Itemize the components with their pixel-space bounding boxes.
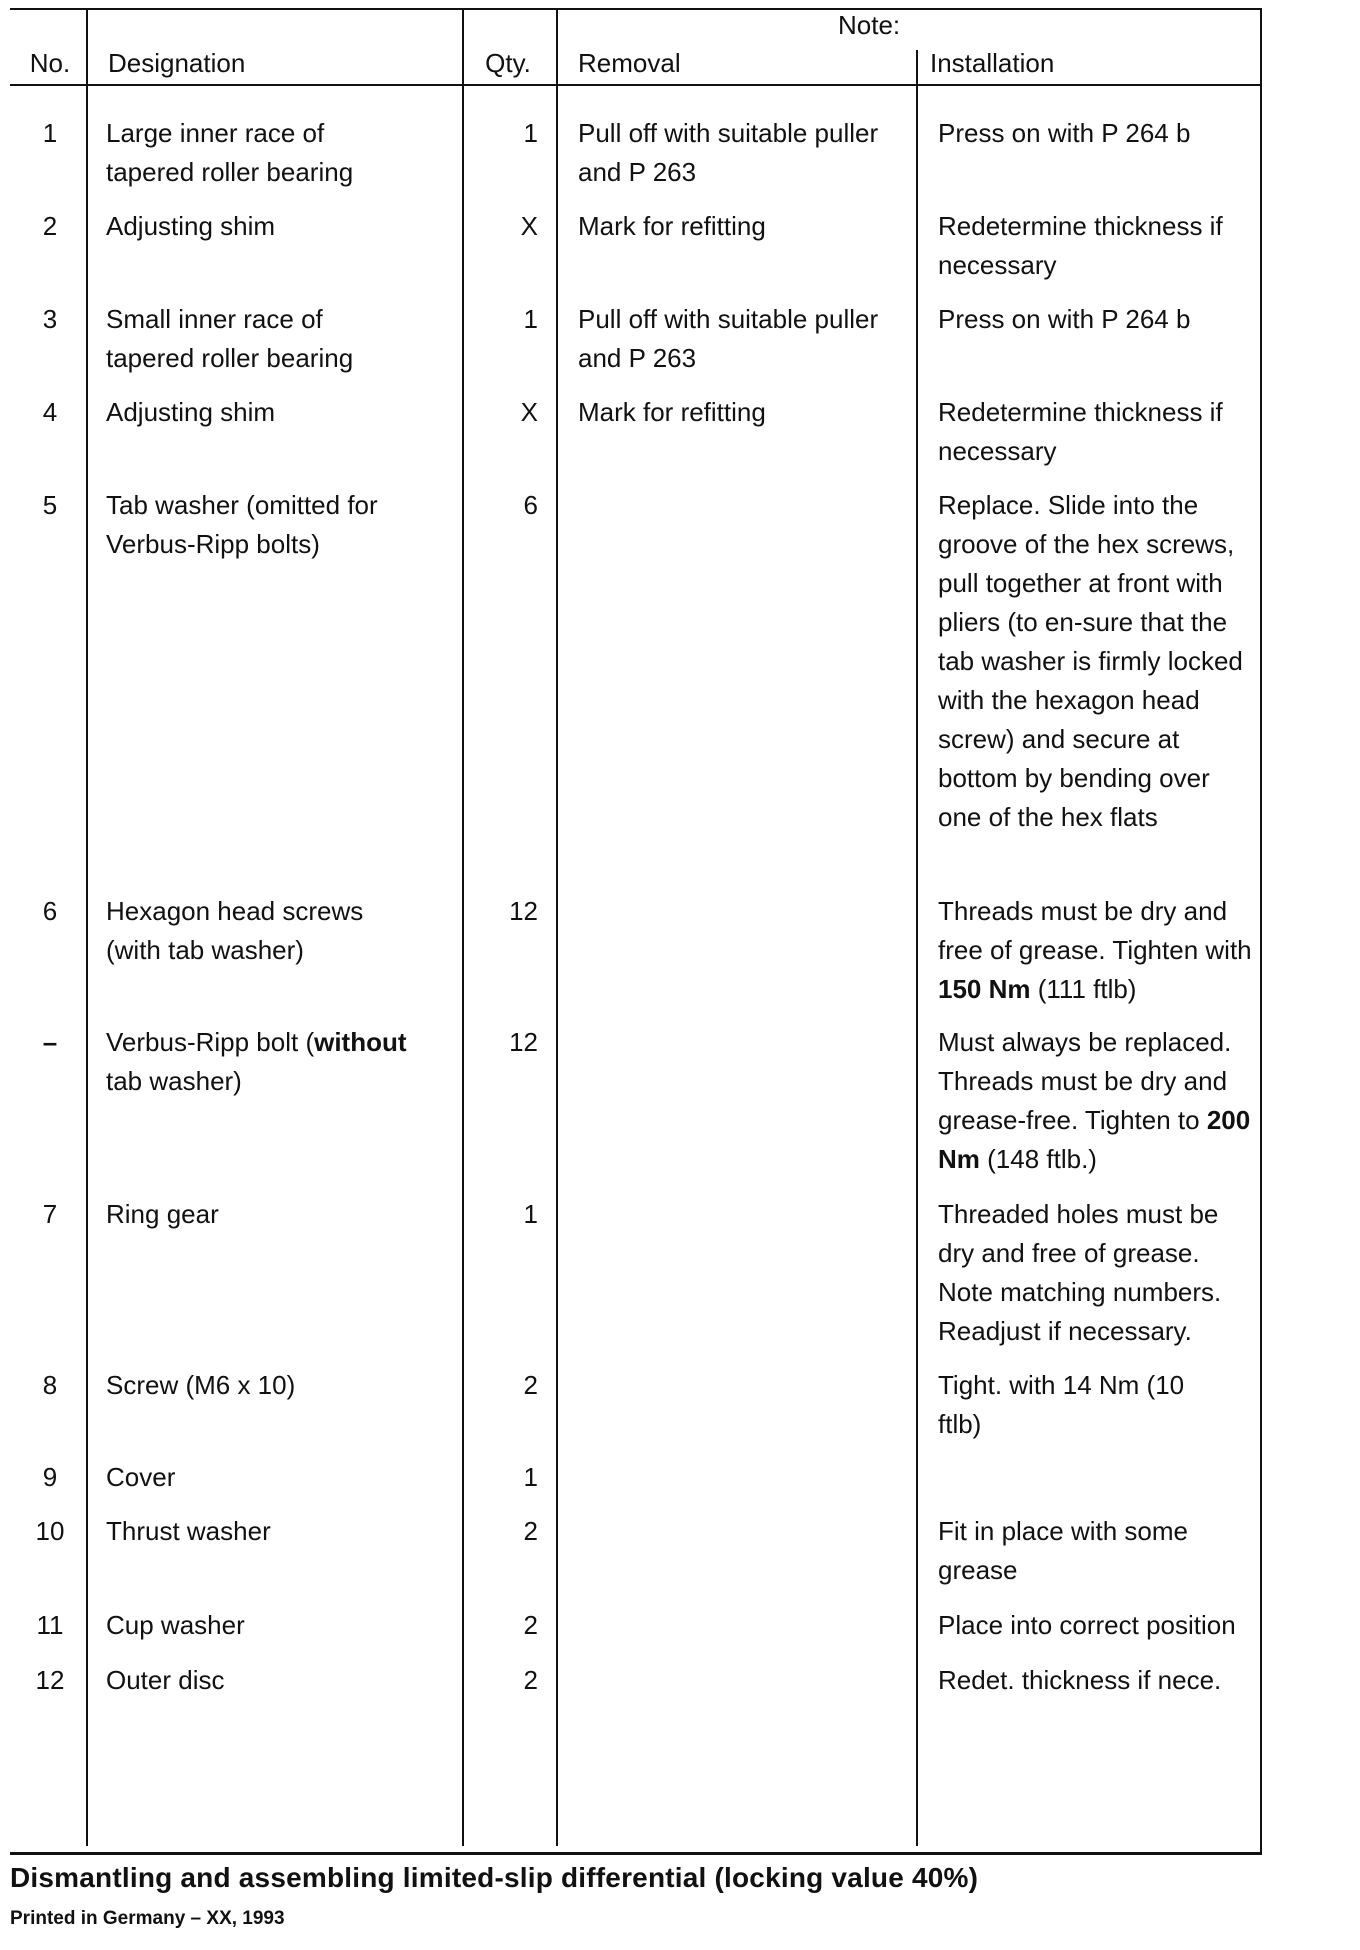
row-7-designation: Ring gear [106, 1199, 219, 1229]
row-4-qty: X [520, 397, 538, 427]
row-12-no: 12 [35, 1665, 65, 1695]
row-dash-designation-text: Verbus-Ripp bolt ( [106, 1027, 315, 1057]
row-7-no: 7 [42, 1199, 58, 1229]
row-1-installation: Press on with P 264 b [938, 118, 1191, 148]
row-dash-no: – [42, 1027, 58, 1057]
row-6-qty: 12 [509, 896, 538, 926]
row-6-installation [938, 892, 1258, 1009]
row-1-no: 1 [42, 118, 58, 148]
row-4-installation: Redetermine thickness if necessary [938, 397, 1223, 466]
header-removal: Removal [578, 48, 681, 78]
row-dash-designation-tail: tab washer) [106, 1066, 242, 1096]
row-6-designation: Hexagon head screws (with tab washer) [106, 896, 364, 965]
col-divider-designation [462, 8, 464, 1846]
row-2-qty: X [520, 211, 538, 241]
row-11-qty: 2 [523, 1610, 538, 1640]
row-3-installation: Press on with P 264 b [938, 304, 1191, 334]
row-2-designation: Adjusting shim [106, 211, 276, 241]
row-dash-designation [106, 1023, 446, 1101]
row-12-qty: 2 [523, 1665, 538, 1695]
row-4-designation: Adjusting shim [106, 397, 276, 427]
print-notice: Printed in Germany – XX, 1993 [10, 1908, 285, 1929]
row-11-no: 11 [36, 1610, 64, 1640]
row-6-torque-value: 150 Nm [938, 974, 1031, 1004]
row-6-no: 6 [42, 896, 58, 926]
row-8-qty: 2 [523, 1370, 538, 1400]
table-bottom-rule [10, 1852, 1262, 1855]
row-3-designation: Small inner race of tapered roller bearing [106, 304, 354, 373]
row-9-qty: 1 [523, 1462, 538, 1492]
header-installation: Installation [930, 48, 1055, 78]
row-8-no: 8 [42, 1370, 58, 1400]
row-2-no: 2 [42, 211, 58, 241]
row-dash-qty: 12 [509, 1027, 538, 1057]
row-7-installation: Threaded holes must be dry and free of grease. Note matching numbers. Readjust if necessary. [938, 1199, 1222, 1346]
header-no: No. [29, 48, 71, 78]
row-2-removal: Mark for refitting [578, 211, 766, 241]
table-right-border [1260, 8, 1262, 1854]
row-4-removal: Mark for refitting [578, 397, 766, 427]
document-title: Dismantling and assembling limited-slip differential (locking value 40%) [10, 1862, 979, 1893]
row-11-installation: Place into correct position [938, 1610, 1236, 1640]
row-dash-installation-text: Must always be replaced. Threads must be dry and grease-free. Tighten to [938, 1027, 1232, 1135]
row-2-installation: Redetermine thickness if necessary [938, 211, 1223, 280]
row-11-designation: Cup washer [106, 1610, 245, 1640]
row-4-no: 4 [42, 397, 58, 427]
row-7-qty: 1 [523, 1199, 538, 1229]
row-3-qty: 1 [523, 304, 538, 334]
header-qty: Qty. [485, 48, 531, 78]
row-1-removal: Pull off with suitable puller and P 263 [578, 118, 879, 187]
row-dash-torque-value: 200 Nm [938, 1105, 1251, 1174]
header-designation: Designation [108, 48, 246, 78]
row-12-designation: Outer disc [106, 1665, 225, 1695]
row-dash-designation-emphasis: without [314, 1027, 407, 1057]
header-note: Note: [838, 10, 901, 40]
row-10-qty: 2 [523, 1516, 538, 1546]
header-bottom-rule [10, 84, 1260, 86]
row-dash-torque-imperial: (148 ftlb.) [979, 1144, 1097, 1174]
row-3-no: 3 [42, 304, 58, 334]
row-12-installation: Redet. thickness if nece. [938, 1665, 1222, 1695]
row-8-designation: Screw (M6 x 10) [106, 1370, 296, 1400]
row-6-installation-text: Threads must be dry and free of grease. Tighten with [938, 896, 1252, 965]
row-8-installation: Tight. with 14 Nm (10 ftlb) [938, 1370, 1185, 1439]
row-1-designation: Large inner race of tapered roller bearing [106, 118, 354, 187]
row-9-designation: Cover [106, 1462, 176, 1492]
row-dash-installation [938, 1023, 1258, 1179]
row-5-designation: Tab washer (omitted for Verbus-Ripp bolts) [106, 490, 378, 559]
row-9-no: 9 [42, 1462, 58, 1492]
row-10-no: 10 [35, 1516, 65, 1546]
row-10-installation: Fit in place with some grease [938, 1516, 1188, 1585]
row-5-installation: Replace. Slide into the groove of the hex screws, pull together at front with pliers (to en-sure that the tab washer is firmly locked with the hexagon head screw) and secure at bottom by bending over one of the hex flats [938, 490, 1243, 832]
row-5-qty: 6 [523, 490, 538, 520]
row-1-qty: 1 [523, 118, 538, 148]
row-5-no: 5 [42, 490, 58, 520]
row-3-removal: Pull off with suitable puller and P 263 [578, 304, 879, 373]
col-divider-qty [556, 8, 558, 1846]
row-10-designation: Thrust washer [106, 1516, 271, 1546]
table-top-rule [10, 8, 1260, 10]
row-6-torque-imperial: (111 ftlb) [1030, 974, 1137, 1004]
